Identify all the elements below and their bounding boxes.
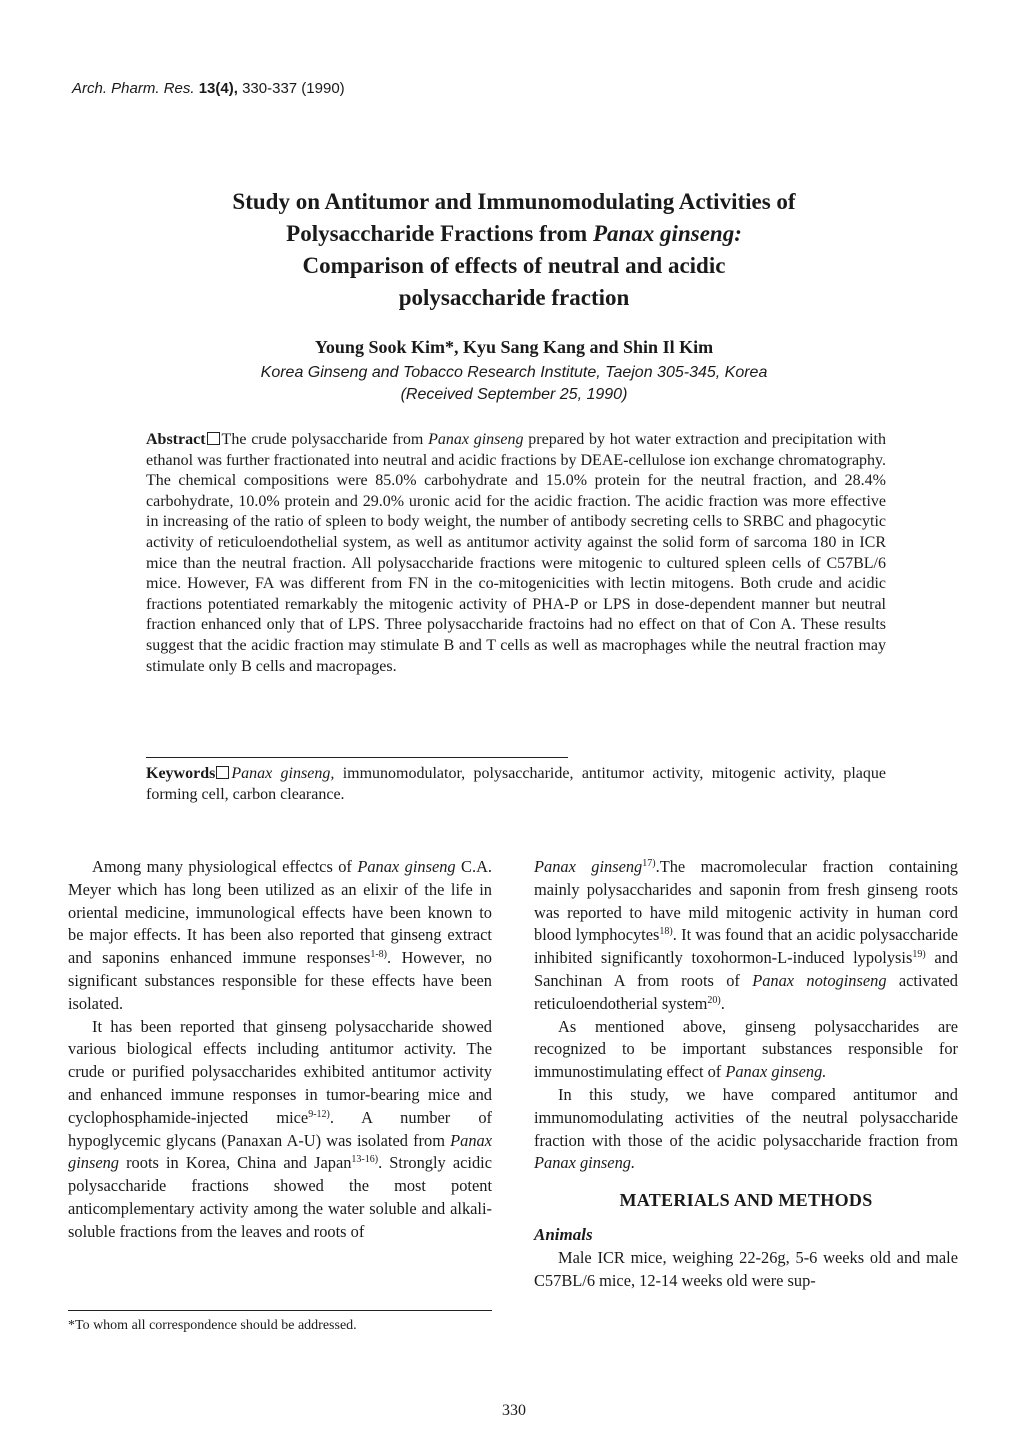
affiliation: Korea Ginseng and Tobacco Research Institute, Taejon 305-345, Korea <box>260 364 768 381</box>
text-run: . Strongly acidic polysaccharide fractions showed the most potent anticomplementary activity among the water soluble and alkali-soluble fractions from the leaves and roots of <box>68 1153 492 1241</box>
right-paragraph-3 <box>534 1084 958 1175</box>
citation-ref: 17) <box>642 858 656 869</box>
citation-ref: 20) <box>707 994 721 1006</box>
subsection-heading: Animals <box>534 1224 593 1244</box>
species-name: Panax ginseng <box>534 857 643 876</box>
footnote: *To whom all correspondence should be addressed. <box>68 1318 357 1333</box>
text-run: C.A. Meyer which has long been utilized as an elixir of the life in oriental medicine, immunological effects have been known to be major effects. It has been also reported that ginseng extract and saponins enhanced immune responses <box>68 857 493 968</box>
title-line-4: polysaccharide fraction <box>398 285 630 310</box>
text-run: . <box>720 993 725 1013</box>
text-run: In this study, we have compared antitumor and immunomodulating activities of the neutral polysaccharide fraction with those of the acidic polysaccharide fraction from <box>534 1084 958 1150</box>
authors: Young Sook Kim*, Kyu Sang Kang and Shin Il Kim <box>314 337 714 357</box>
citation-ref: 13-16) <box>351 1154 379 1166</box>
journal-pages-year: 330-337 (1990) <box>242 80 345 97</box>
square-box-icon <box>216 766 229 779</box>
abstract <box>146 430 886 677</box>
species-name: Panax ginseng <box>68 1130 492 1173</box>
text-run: It has been reported that ginseng polysaccharide showed various biological effects including antitumor activity. The crude or purified polysaccharides exhibited antitumor activity and enhanced immune responses in tumor-bearing mice and cyclophosphamide-injected mice <box>68 1016 492 1127</box>
abstract-species: Panax ginseng <box>428 431 524 448</box>
section-heading: MATERIALS AND METHODS <box>619 1190 873 1211</box>
text-run: activated reticuloendotherial system <box>534 970 959 1013</box>
affiliation-block <box>100 362 928 406</box>
abstract-label: Abstract <box>146 431 206 448</box>
species-name: Panax notoginseng <box>752 970 887 990</box>
right-paragraph-1 <box>534 856 958 1016</box>
journal-volume: 13(4), <box>198 80 238 97</box>
title-line-2-text: Polysaccharide Fractions from <box>286 221 593 246</box>
species-name: Panax ginseng. <box>725 1062 827 1082</box>
title-species: Panax ginseng: <box>592 221 742 246</box>
text-run: . However, no significant substances responsible for these effects have been isolated. <box>68 948 492 1013</box>
right-paragraph-4: Male ICR mice, weighing 22-26g, 5-6 weeks old and male C57BL/6 mice, 12-14 weeks old were sup- <box>534 1247 958 1290</box>
citation-ref: 1-8) <box>370 949 387 961</box>
species-name: Panax ginseng <box>357 857 456 876</box>
citation-ref: 18) <box>659 926 673 938</box>
abstract-text-pre: The crude polysaccharide from <box>221 431 429 448</box>
text-run: . A number of hypoglycemic glycans (Panaxan A-U) was isolated from <box>68 1107 492 1150</box>
left-column <box>68 856 492 1244</box>
journal-citation <box>72 80 345 97</box>
keywords-species: Panax ginseng, <box>231 765 335 782</box>
right-column <box>534 856 958 1292</box>
citation-ref: 19) <box>912 949 926 961</box>
journal-name: Arch. Pharm. Res. <box>72 80 195 97</box>
right-paragraph-2 <box>534 1016 958 1084</box>
text-run: roots in Korea, China and Japan <box>119 1153 352 1173</box>
left-paragraph-2 <box>68 1016 492 1244</box>
received-date: (Received September 25, 1990) <box>400 386 628 403</box>
paper-title <box>100 186 928 314</box>
keywords-label: Keywords <box>146 765 216 782</box>
title-line-2 <box>100 218 928 250</box>
left-paragraph-1 <box>68 856 492 1016</box>
abstract-text: prepared by hot water extraction and precipitation with ethanol was further fractionated into neutral and acidic fractions by DEAE-cellulose ion exchange chromatography. The chemical compositions were 85.0% carbohydrate and 15.0% protein for the neutral fraction, and 28.4% carbohydrate, 10.0% protein and 29.0% uronic acid for the acidic fraction. The acidic fraction was more effective in increasing of the ratio of spleen to body weight, the number of antibody secreting cells to SRBC and phagocytic activity of reticuloendothelial system, as well as antitumor activity against the solid form of sarcoma 180 in ICR mice than the neutral fraction. All polysaccharide fractions were mitogenic to cultured spleen cells of C57BL/6 mice. However, FA was different from FN in the co-mitogenicities with lectin mitogens. Both crude and acidic fractions potentiated remarkably the mitogenic activity of PHA-P or LPS in dose-dependent manner but neutral fraction enhanced only that of LPS. Three polysaccharide fractoins had no effect on that of Con A. These results suggest that the acidic fraction may stimulate B and T cells as well as macrophages while the neutral fraction may stimulate only B cells and macropages. <box>146 431 887 675</box>
text-run: . It was found that an acidic polysaccharide inhibited significantly toxohormon-L-induced lypolysis <box>534 925 959 968</box>
square-box-icon <box>207 432 220 445</box>
page-number: 330 <box>502 1402 526 1419</box>
title-line-3: Comparison of effects of neutral and acidic <box>302 253 726 278</box>
text-run: Among many physiological effectcs of <box>92 857 358 876</box>
title-line-1: Study on Antitumor and Immunomodulating Activities of <box>232 189 796 214</box>
species-name: Panax ginseng. <box>534 1153 636 1173</box>
text-run: and Sanchinan A from roots of <box>534 948 958 990</box>
text-run: As mentioned above, ginseng polysaccharides are recognized to be important substances responsible for immunostimulating effect of <box>534 1016 958 1082</box>
keywords-text: immunomodulator, polysaccharide, antitumor activity, mitogenic activity, plaque forming cell, carbon clearance. <box>146 765 886 803</box>
text-run: .The macromolecular fraction containing mainly polysaccharides and saponin from fresh ginseng roots was reported to have mild mitogenic activity in human cord blood lymphocytes <box>534 857 958 945</box>
keywords <box>146 764 886 805</box>
keywords-divider <box>146 757 568 758</box>
footnote-divider <box>68 1310 492 1311</box>
citation-ref: 9-12) <box>308 1108 330 1120</box>
